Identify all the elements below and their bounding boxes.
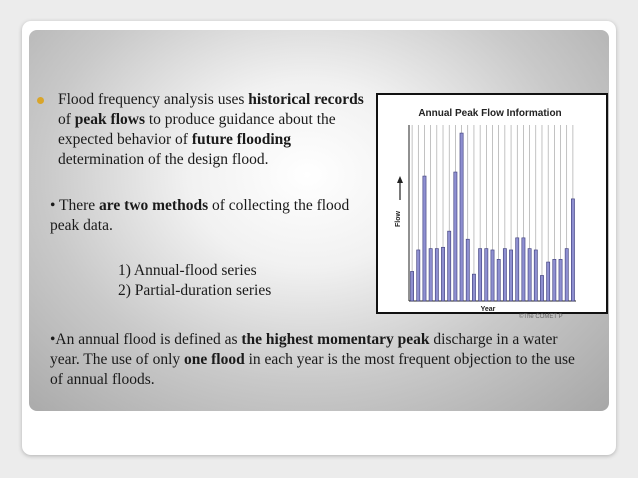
method-item-partial: 2) Partial-duration series: [118, 282, 272, 299]
chart-bar: [553, 259, 556, 301]
chart-bar: [528, 249, 531, 301]
chart-bar: [479, 249, 482, 301]
chart-bar: [429, 249, 432, 301]
chart-bar: [571, 199, 574, 301]
chart-bar: [491, 250, 494, 301]
intro-bullet: Flood frequency analysis uses historical records of peak flows to produce guidance about the expected behavior of future flooding determination of the design flood.: [58, 91, 364, 168]
methods-bullet: • There are two methods of collecting the flood peak data.: [50, 197, 350, 234]
chart-title: Annual Peak Flow Information: [418, 108, 562, 119]
chart-bar: [454, 172, 457, 301]
chart-bar: [565, 249, 568, 301]
chart-footer: ©The COMET P: [519, 314, 563, 320]
chart-bar: [522, 238, 525, 301]
chart-bar: [497, 259, 500, 301]
method-item-annual: 1) Annual-flood series: [118, 262, 257, 279]
chart-bar: [540, 275, 543, 301]
chart-bar: [417, 250, 420, 301]
chart-bar: [410, 271, 413, 301]
chart-bar: [534, 250, 537, 301]
chart-bar: [435, 249, 438, 301]
chart-bar: [547, 262, 550, 301]
chart-bar: [441, 247, 444, 301]
chart-bar: [503, 249, 506, 301]
y-axis-label: Flow: [395, 211, 402, 227]
chart-bar: [472, 274, 475, 301]
chart-bar: [448, 231, 451, 301]
chart-bar: [485, 249, 488, 301]
x-axis-label: Year: [480, 306, 496, 313]
annual-flood-definition: •An annual flood is defined as the highest momentary peak discharge in a water year. The use of only one flood in each year is the most frequent objection to the use of annual floods.: [50, 331, 575, 388]
bullet-dot: [37, 97, 44, 104]
chart-bar: [460, 133, 463, 301]
chart-bar: [509, 250, 512, 301]
chart-bar: [559, 259, 562, 301]
annual-peak-flow-chart: [376, 93, 608, 320]
chart-bar: [466, 239, 469, 301]
chart-bar: [516, 238, 519, 301]
y-axis-arrow-icon: [397, 176, 403, 200]
methods-list: [118, 261, 378, 301]
chart-bar: [423, 176, 426, 301]
chart-canvas: [378, 95, 606, 320]
